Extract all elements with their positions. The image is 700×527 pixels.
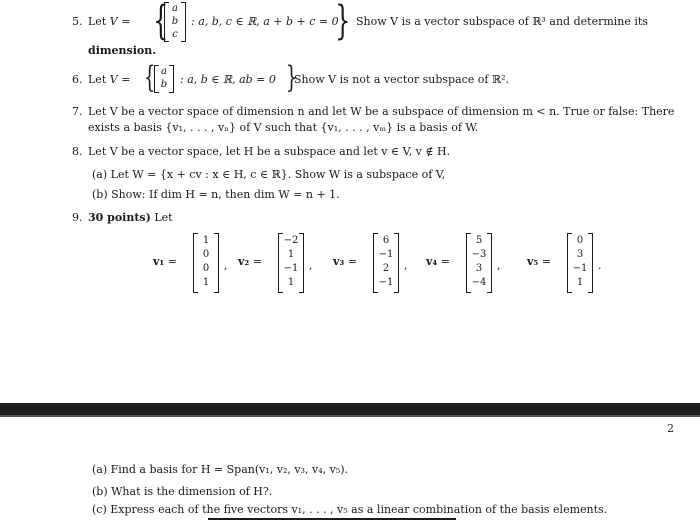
problem-8-number: 8.: [72, 145, 83, 158]
vector-matrix-3: [373, 233, 399, 293]
vector-2-entry-1: −2: [283, 235, 299, 246]
vector-label-text-2: v₂: [238, 255, 250, 268]
p8-part-b: (b) Show: If dim H = n, then dim W = n + 1.: [92, 188, 340, 201]
vector-5-entry-2: 3: [576, 249, 584, 260]
problem-6-let: Let V =: [88, 73, 131, 86]
vector-3-entry-4: −1: [378, 277, 394, 288]
p5-condition: : a, b, c ∈ ℝ, a + b + c = 0: [191, 15, 339, 28]
vector-label-text-5: v₅: [527, 255, 539, 268]
problem-5-number: 5.: [72, 15, 83, 28]
page-separator-shadow: [0, 415, 700, 417]
p6-column-vector: [154, 65, 174, 93]
vector-matrix-2: [278, 233, 304, 293]
vector-label-1: v₁ =: [153, 255, 177, 268]
p7-line1: Let V be a vector space of dimension n and let W be a subspace of dimension m < n. True or false: There: [88, 105, 675, 118]
p6-entry-b: b: [160, 79, 168, 90]
p6-right-brace: }: [285, 60, 298, 95]
vector-label-4: v₄ =: [426, 255, 450, 268]
vector-3-entry-1: 6: [382, 235, 390, 246]
p6-text: Show V is not a vector subspace of ℝ².: [294, 73, 510, 86]
vector-3-entry-3: 2: [382, 263, 390, 274]
underline-mark: [208, 518, 456, 520]
vector-2-entry-3: −1: [283, 263, 299, 274]
p5-entry-a: a: [172, 3, 178, 14]
p5-text-line2: dimension.: [88, 44, 157, 57]
p6-entry-a: a: [161, 66, 167, 77]
vector-4-entry-1: 5: [475, 235, 483, 246]
page-number: 2: [667, 422, 674, 435]
p6-let-text: Let: [88, 73, 107, 86]
problem-9-number: 9.: [72, 211, 83, 224]
p8-part-a: (a) Let W = {x + cv : x ∈ H, c ∈ ℝ}. Show W is a subspace of V,: [92, 168, 446, 181]
vector-label-text-1: v₁: [153, 255, 165, 268]
p5-column-vector: [164, 2, 186, 42]
vector-matrix-1: [193, 233, 219, 293]
vector-label-text-3: v₃: [333, 255, 345, 268]
vector-1-entry-4: 1: [202, 277, 210, 288]
vector-label-text-4: v₄: [426, 255, 438, 268]
vector-5-entry-1: 0: [576, 235, 584, 246]
vector-separator-4: ,: [497, 259, 501, 272]
vector-separator-2: ,: [309, 259, 313, 272]
p6-left-brace: {: [143, 60, 156, 95]
part-b: (b) What is the dimension of H?.: [92, 485, 273, 498]
problem-5-let: Let V =: [88, 15, 131, 28]
part-a: (a) Find a basis for H = Span(v₁, v₂, v₃, v₄, v₅).: [92, 463, 349, 476]
p5-entry-b: b: [171, 16, 179, 27]
vector-2-entry-2: 1: [287, 249, 295, 260]
problem-7-number: 7.: [72, 105, 83, 118]
p6-condition: : a, b ∈ ℝ, ab = 0: [180, 73, 276, 86]
problem-6-number: 6.: [72, 73, 83, 86]
p8-line1: Let V be a vector space, let H be a subspace and let v ∈ V, v ∉ H.: [88, 145, 451, 158]
p5-right-brace: }: [335, 0, 351, 44]
vector-1-entry-2: 0: [202, 249, 210, 260]
p5-text: [356, 15, 648, 28]
vector-label-5: v₅ =: [527, 255, 551, 268]
vector-1-entry-1: 1: [202, 235, 210, 246]
p5-text-content: Show V is a vector subspace of ℝ³ and determine its: [356, 15, 648, 28]
p7-line2: exists a basis {v₁, . . . , vₙ} of V such that {v₁, . . . , vₘ} is a basis of W.: [88, 121, 479, 134]
p5-let-text: Let: [88, 15, 107, 28]
vector-label-3: v₃ =: [333, 255, 357, 268]
part-c: (c) Express each of the five vectors v₁, . . . , v₅ as a linear combination of the basis elements.: [92, 503, 608, 516]
p9-let: Let: [154, 211, 173, 224]
vector-separator-5: .: [598, 259, 602, 272]
vector-4-entry-3: 3: [475, 263, 483, 274]
vector-separator-1: ,: [224, 259, 228, 272]
vector-label-2: v₂ =: [238, 255, 262, 268]
p5-left-brace: {: [153, 0, 169, 44]
vector-5-entry-3: −1: [572, 263, 588, 274]
p5-entry-c: c: [172, 29, 178, 40]
vector-matrix-5: [567, 233, 593, 293]
page-separator-band: [0, 403, 700, 415]
vector-separator-3: ,: [404, 259, 408, 272]
vector-2-entry-4: 1: [287, 277, 295, 288]
p9-header: [88, 211, 173, 224]
vector-4-entry-4: −4: [471, 277, 487, 288]
vector-matrix-4: [466, 233, 492, 293]
p9-points: 30 points): [88, 211, 151, 224]
vector-4-entry-2: −3: [471, 249, 487, 260]
vector-1-entry-3: 0: [202, 263, 210, 274]
vector-5-entry-4: 1: [576, 277, 584, 288]
vector-3-entry-2: −1: [378, 249, 394, 260]
